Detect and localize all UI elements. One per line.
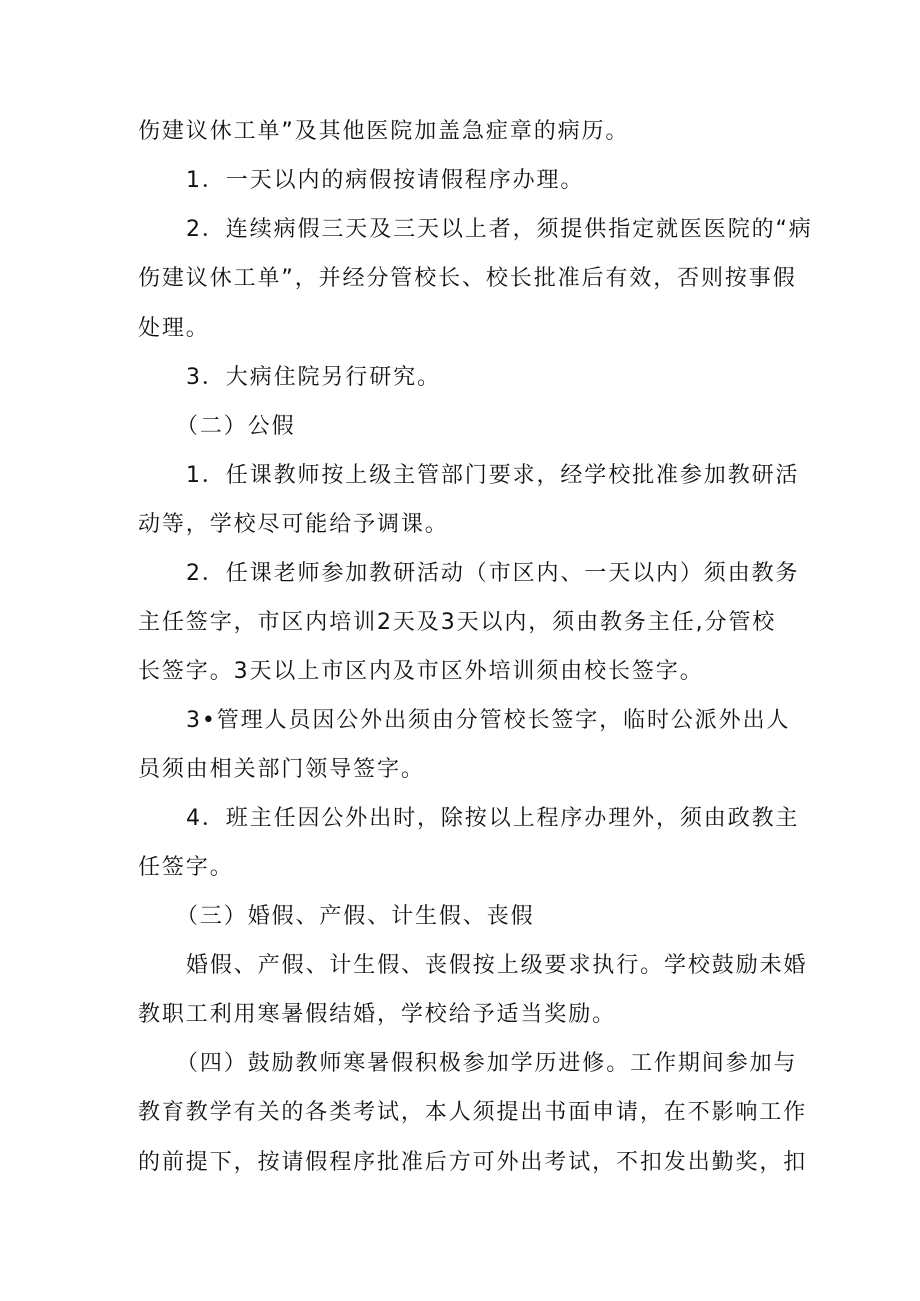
section-heading: （三）婚假、产假、计生假、丧假 bbox=[176, 904, 535, 929]
text-line: 4．班主任因公外出时，除按以上程序办理外，须由政教主 bbox=[186, 806, 800, 831]
text-line: 2．任课老师参加教研活动（市区内、一天以内）须由教务 bbox=[186, 561, 800, 586]
text-line: 2．连续病假三天及三天以上者，须提供指定就医医院的“病 bbox=[186, 217, 813, 242]
text-line: 3．大病住院另行研究。 bbox=[186, 365, 441, 390]
text-line: 的前提下，按请假程序批准后方可外出考试，不扣发出勤奖，扣 bbox=[138, 1150, 808, 1175]
section-heading: （二）公假 bbox=[176, 414, 296, 439]
text-line: 长签字。3天以上市区内及市区外培训须由校长签字。 bbox=[138, 659, 704, 684]
text-line: 3•管理人员因公外出须由分管校长签字，临时公派外出人 bbox=[186, 708, 791, 733]
text-line: 任签字。 bbox=[138, 855, 234, 880]
text-line: 教育教学有关的各类考试，本人须提出书面申请，在不影响工作 bbox=[138, 1100, 808, 1125]
text-line: 婚假、产假、计生假、丧假按上级要求执行。学校鼓励未婚 bbox=[186, 953, 808, 978]
text-line: 员须由相关部门领导签字。 bbox=[138, 757, 425, 782]
text-line: 1．任课教师按上级主管部门要求，经学校批准参加教研活 bbox=[186, 463, 800, 488]
text-line: 伤建议休工单”，并经分管校长、校长批准后有效，否则按事假 bbox=[138, 266, 797, 291]
text-line: 1．一天以内的病假按请假程序办理。 bbox=[186, 168, 585, 193]
text-line: 动等，学校尽可能给予调课。 bbox=[138, 512, 449, 537]
text-line: 伤建议休工单”及其他医院加盖急症章的病历。 bbox=[138, 119, 630, 144]
text-line: 主任签字，市区内培训2天及3天以内，须由教务主任,分管校 bbox=[138, 610, 777, 635]
text-line: 教职工利用寒暑假结婚，学校给予适当奖励。 bbox=[138, 1002, 617, 1027]
section-heading: （四）鼓励教师寒暑假积极参加学历进修。工作期间参加与 bbox=[176, 1051, 798, 1076]
text-line: 处理。 bbox=[138, 316, 210, 341]
